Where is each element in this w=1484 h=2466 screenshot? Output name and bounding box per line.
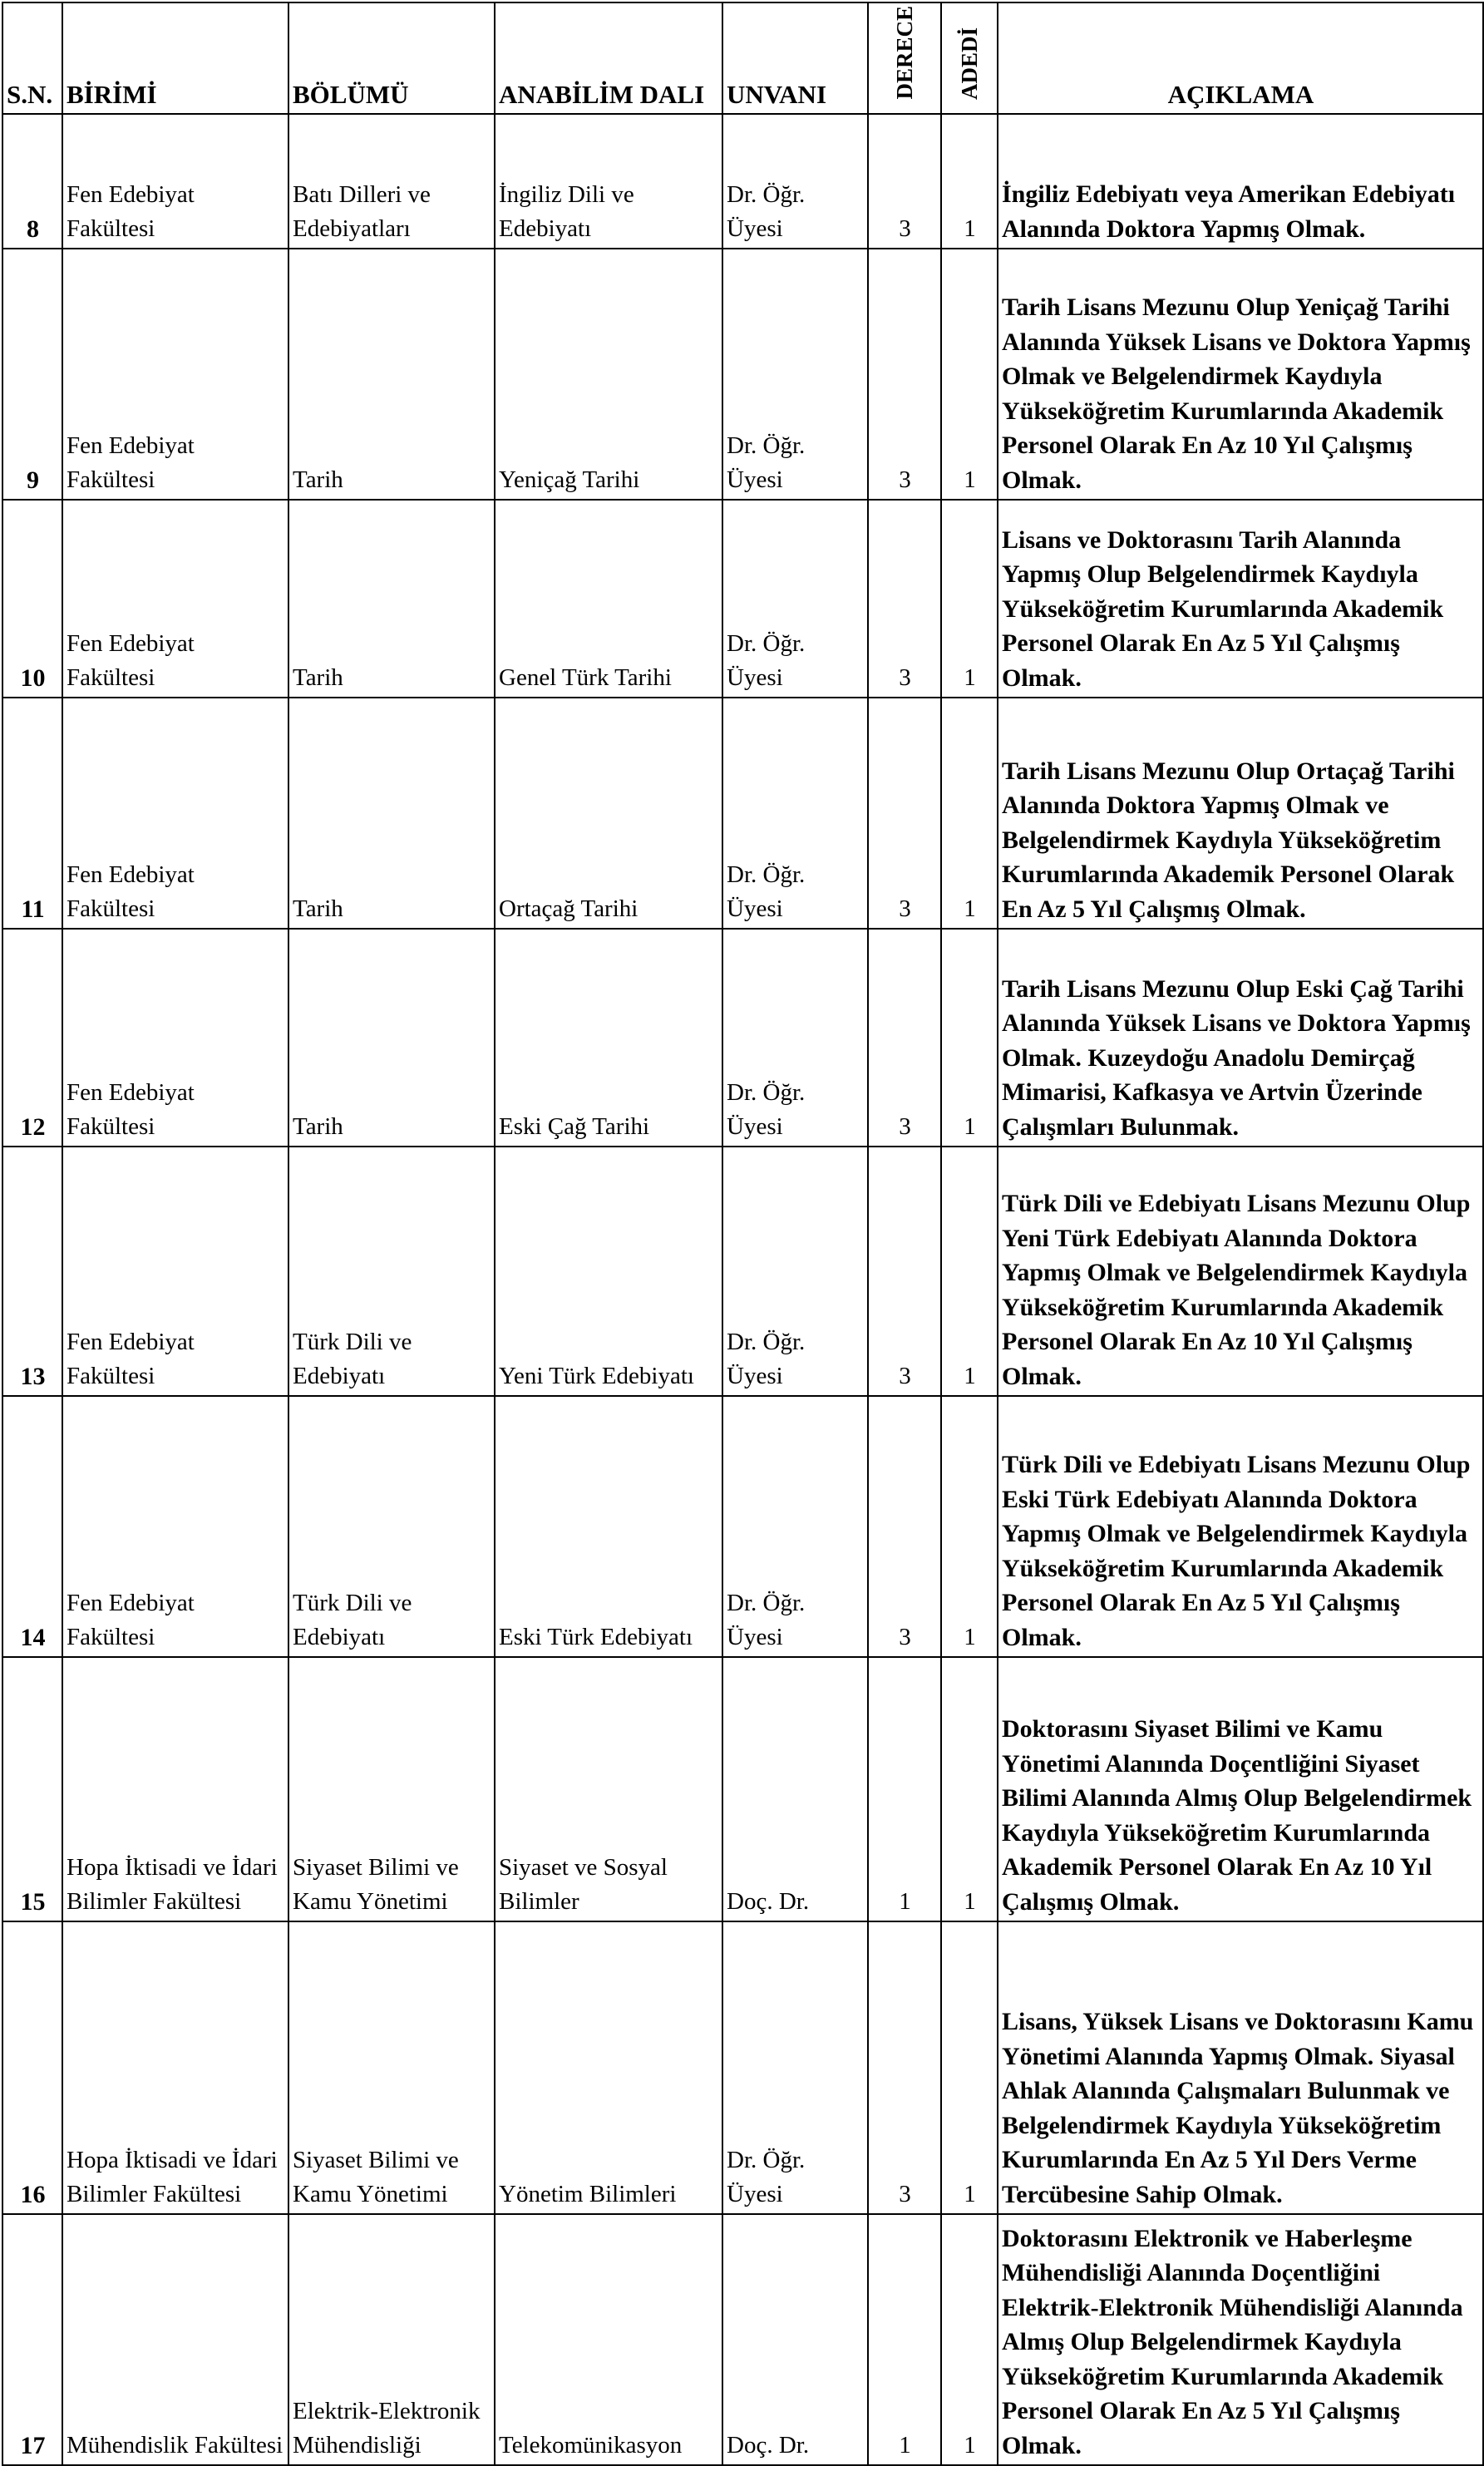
cell-anabilim-dali: Ortaçağ Tarihi — [495, 698, 722, 929]
cell-unvani: Dr. Öğr. Üyesi — [722, 1396, 868, 1657]
header-adedi — [941, 2, 998, 114]
cell-birimi: Hopa İktisadi ve İdari Bilimler Fakültesi — [62, 1921, 288, 2214]
cell-birimi: Fen Edebiyat Fakültesi — [62, 249, 288, 500]
cell-sn: 10 — [2, 500, 62, 698]
cell-anabilim-dali: Eski Çağ Tarihi — [495, 929, 722, 1147]
cell-birimi: Fen Edebiyat Fakültesi — [62, 1147, 288, 1396]
cell-aciklama: Lisans, Yüksek Lisans ve Doktorasını Kamu Yönetimi Alanında Yapmış Olmak. Siyasal Ahlak Alanında Çalışmaları Bulunmak ve Belgelendirmek Kaydıyla Yükseköğretim Kurumlarında En Az 5 Yıl Ders Verme Tercübesine Sahip Olmak. — [998, 1921, 1483, 2214]
cell-derece: 3 — [868, 698, 941, 929]
cell-anabilim-dali: Eski Türk Edebiyatı — [495, 1396, 722, 1657]
table-row — [2, 1396, 1483, 1657]
cell-bolumu: Siyaset Bilimi ve Kamu Yönetimi — [288, 1921, 495, 2214]
cell-sn: 11 — [2, 698, 62, 929]
cell-adedi: 1 — [941, 1657, 998, 1921]
cell-aciklama: İngiliz Edebiyatı veya Amerikan Edebiyatı Alanında Doktora Yapmış Olmak. — [998, 114, 1483, 249]
cell-birimi: Fen Edebiyat Fakültesi — [62, 114, 288, 249]
cell-anabilim-dali: Telekomünikasyon — [495, 2214, 722, 2465]
cell-derece: 3 — [868, 1396, 941, 1657]
cell-sn: 9 — [2, 249, 62, 500]
cell-adedi: 1 — [941, 249, 998, 500]
cell-bolumu: Tarih — [288, 249, 495, 500]
table-row — [2, 114, 1483, 249]
cell-sn: 14 — [2, 1396, 62, 1657]
table-row — [2, 249, 1483, 500]
table-row — [2, 1147, 1483, 1396]
table-row — [2, 929, 1483, 1147]
cell-derece: 3 — [868, 929, 941, 1147]
cell-derece: 3 — [868, 500, 941, 698]
header-anabilim-dali: ANABİLİM DALI — [495, 2, 722, 114]
header-derece — [868, 2, 941, 114]
header-bolumu: BÖLÜMÜ — [288, 2, 495, 114]
cell-adedi: 1 — [941, 1921, 998, 2214]
cell-adedi: 1 — [941, 500, 998, 698]
cell-aciklama: Doktorasını Elektronik ve Haberleşme Mühendisliği Alanında Doçentliğini Elektrik-Elektronik Mühendisliği Alanında Almış Olup Belgelendirmek Kaydıyla Yükseköğretim Kurumlarında Akademik Personel Olarak En Az 5 Yıl Çalışmış Olmak. — [998, 2214, 1483, 2465]
cell-sn: 17 — [2, 2214, 62, 2465]
header-derece-label: DERECE — [891, 6, 917, 100]
cell-bolumu: Elektrik-Elektronik Mühendisliği — [288, 2214, 495, 2465]
header-sn: S.N. — [2, 2, 62, 114]
cell-anabilim-dali: Yönetim Bilimleri — [495, 1921, 722, 2214]
cell-bolumu: Batı Dilleri ve Edebiyatları — [288, 114, 495, 249]
cell-adedi: 1 — [941, 1396, 998, 1657]
cell-birimi: Fen Edebiyat Fakültesi — [62, 500, 288, 698]
cell-aciklama: Tarih Lisans Mezunu Olup Ortaçağ Tarihi Alanında Doktora Yapmış Olmak ve Belgelendirmek Kaydıyla Yükseköğretim Kurumlarında Akademik Personel Olarak En Az 5 Yıl Çalışmış Olmak. — [998, 698, 1483, 929]
cell-aciklama: Tarih Lisans Mezunu Olup Yeniçağ Tarihi Alanında Yüksek Lisans ve Doktora Yapmış Olmak ve Belgelendirmek Kaydıyla Yükseköğretim Kurumlarında Akademik Personel Olarak En Az 10 Yıl Çalışmış Olmak. — [998, 249, 1483, 500]
cell-birimi: Fen Edebiyat Fakültesi — [62, 698, 288, 929]
cell-derece: 3 — [868, 1147, 941, 1396]
cell-sn: 8 — [2, 114, 62, 249]
header-birimi: BİRİMİ — [62, 2, 288, 114]
cell-bolumu: Türk Dili ve Edebiyatı — [288, 1147, 495, 1396]
cell-birimi: Fen Edebiyat Fakültesi — [62, 929, 288, 1147]
cell-birimi: Hopa İktisadi ve İdari Bilimler Fakültesi — [62, 1657, 288, 1921]
table-row — [2, 1921, 1483, 2214]
cell-birimi: Mühendislik Fakültesi — [62, 2214, 288, 2465]
cell-unvani: Dr. Öğr. Üyesi — [722, 500, 868, 698]
positions-table — [2, 2, 1484, 2466]
cell-unvani: Dr. Öğr. Üyesi — [722, 1921, 868, 2214]
cell-sn: 15 — [2, 1657, 62, 1921]
cell-aciklama: Lisans ve Doktorasını Tarih Alanında Yapmış Olup Belgelendirmek Kaydıyla Yükseköğretim Kurumlarında Akademik Personel Olarak En Az 5 Yıl Çalışmış Olmak. — [998, 500, 1483, 698]
table-row — [2, 500, 1483, 698]
cell-aciklama: Türk Dili ve Edebiyatı Lisans Mezunu Olup Yeni Türk Edebiyatı Alanında Doktora Yapmış Olmak ve Belgelendirmek Kaydıyla Yükseköğretim Kurumlarında Akademik Personel Olarak En Az 10 Yıl Çalışmış Olmak. — [998, 1147, 1483, 1396]
cell-derece: 1 — [868, 1657, 941, 1921]
header-unvani: UNVANI — [722, 2, 868, 114]
cell-adedi: 1 — [941, 2214, 998, 2465]
cell-unvani: Dr. Öğr. Üyesi — [722, 1147, 868, 1396]
cell-aciklama: Türk Dili ve Edebiyatı Lisans Mezunu Olup Eski Türk Edebiyatı Alanında Doktora Yapmış Olmak ve Belgelendirmek Kaydıyla Yükseköğretim Kurumlarında Akademik Personel Olarak En Az 5 Yıl Çalışmış Olmak. — [998, 1396, 1483, 1657]
cell-sn: 12 — [2, 929, 62, 1147]
cell-aciklama: Tarih Lisans Mezunu Olup Eski Çağ Tarihi Alanında Yüksek Lisans ve Doktora Yapmış Olmak. Kuzeydoğu Anadolu Demirçağ Mimarisi, Kafkasya ve Artvin Üzerinde Çalışmları Bulunmak. — [998, 929, 1483, 1147]
cell-bolumu: Tarih — [288, 929, 495, 1147]
cell-adedi: 1 — [941, 114, 998, 249]
cell-derece: 3 — [868, 114, 941, 249]
cell-anabilim-dali: İngiliz Dili ve Edebiyatı — [495, 114, 722, 249]
cell-anabilim-dali: Yeniçağ Tarihi — [495, 249, 722, 500]
cell-adedi: 1 — [941, 698, 998, 929]
header-adedi-label: ADEDİ — [956, 27, 982, 100]
cell-adedi: 1 — [941, 1147, 998, 1396]
cell-sn: 16 — [2, 1921, 62, 2214]
cell-derece: 3 — [868, 1921, 941, 2214]
cell-anabilim-dali: Yeni Türk Edebiyatı — [495, 1147, 722, 1396]
cell-unvani: Dr. Öğr. Üyesi — [722, 929, 868, 1147]
cell-aciklama: Doktorasını Siyaset Bilimi ve Kamu Yönetimi Alanında Doçentliğini Siyaset Bilimi Alanında Almış Olup Belgelendirmek Kaydıyla Yükseköğretim Kurumlarında Akademik Personel Olarak En Az 10 Yıl Çalışmış Olmak. — [998, 1657, 1483, 1921]
cell-derece: 3 — [868, 249, 941, 500]
cell-unvani: Doç. Dr. — [722, 1657, 868, 1921]
table-row — [2, 1657, 1483, 1921]
cell-bolumu: Türk Dili ve Edebiyatı — [288, 1396, 495, 1657]
cell-bolumu: Siyaset Bilimi ve Kamu Yönetimi — [288, 1657, 495, 1921]
table-header-row — [2, 2, 1483, 114]
header-aciklama: AÇIKLAMA — [998, 2, 1483, 114]
cell-unvani: Doç. Dr. — [722, 2214, 868, 2465]
cell-bolumu: Tarih — [288, 698, 495, 929]
cell-derece: 1 — [868, 2214, 941, 2465]
cell-unvani: Dr. Öğr. Üyesi — [722, 249, 868, 500]
cell-sn: 13 — [2, 1147, 62, 1396]
cell-unvani: Dr. Öğr. Üyesi — [722, 698, 868, 929]
cell-anabilim-dali: Siyaset ve Sosyal Bilimler — [495, 1657, 722, 1921]
cell-anabilim-dali: Genel Türk Tarihi — [495, 500, 722, 698]
cell-adedi: 1 — [941, 929, 998, 1147]
table-row — [2, 698, 1483, 929]
cell-unvani: Dr. Öğr. Üyesi — [722, 114, 868, 249]
cell-birimi: Fen Edebiyat Fakültesi — [62, 1396, 288, 1657]
cell-bolumu: Tarih — [288, 500, 495, 698]
table-row — [2, 2214, 1483, 2465]
